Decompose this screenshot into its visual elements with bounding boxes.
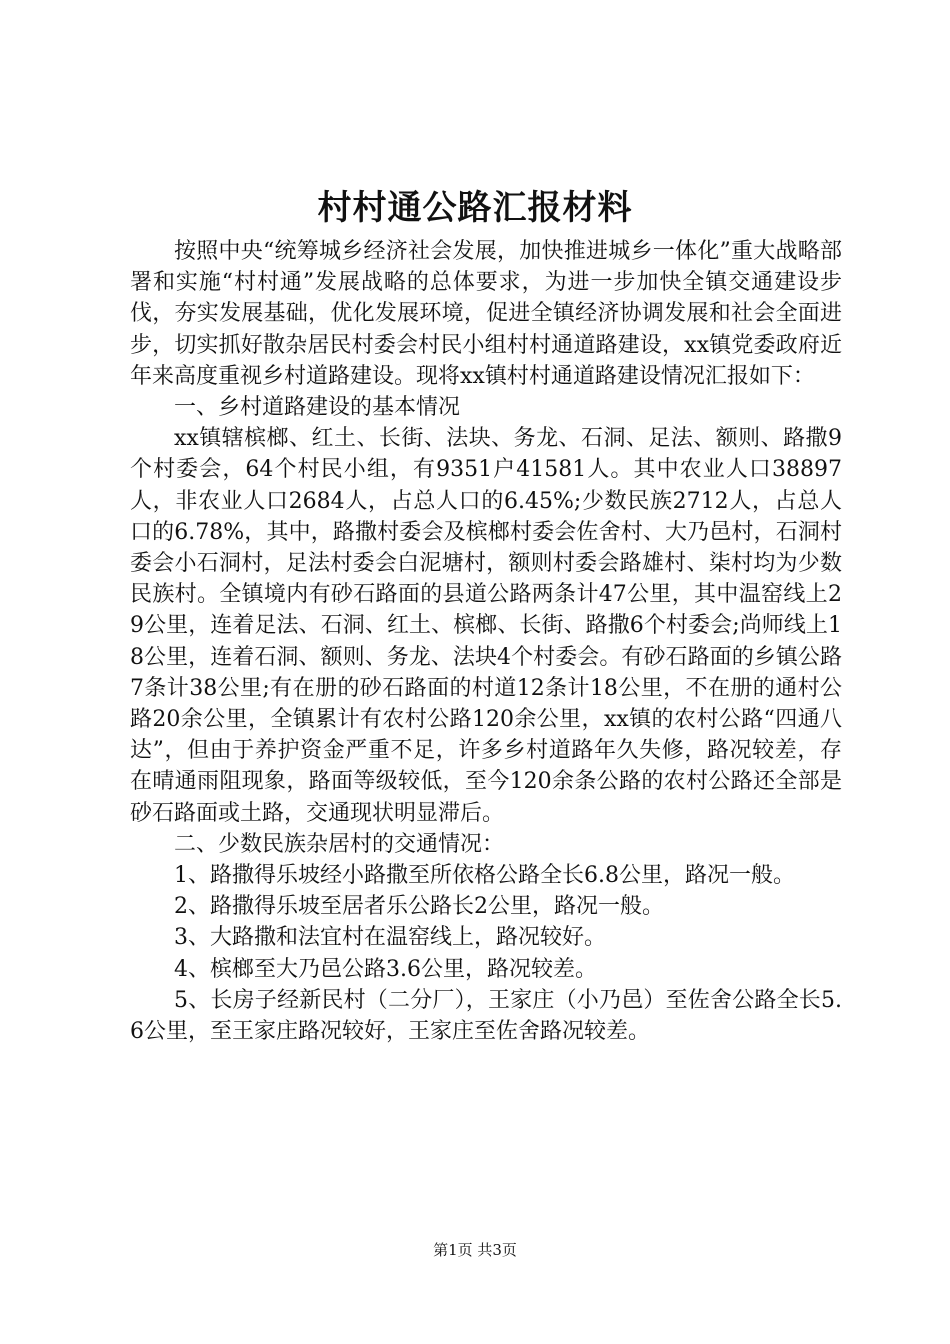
list-item-road-2: 2、路撒得乐坡至居者乐公路长2公里，路况一般。: [174, 894, 664, 920]
list-item-road-1: 1、路撒得乐坡经小路撒至所依格公路全长6.8公里，路况一般。: [174, 863, 795, 889]
section-heading-basic-situation: 一、乡村道路建设的基本情况: [174, 395, 461, 421]
document-title: 村村通公路汇报材料: [317, 188, 633, 228]
page-number-footer: 第1页 共3页: [433, 1241, 517, 1259]
paragraph-basic-situation: xx镇辖槟榔、红土、长街、法块、务龙、石洞、足法、额则、路撒9个村委会，64个村民小组，有9351户41581人。其中农业人口38897人，非农业人口2684人，占总人口的6.45%;少数民族2712人，占总人口的6.78%，其中，路撒村委会及槟榔村委会佐舍村、大乃邑村，石洞村委会小石洞村，足法村委会白泥塘村，额则村委会路雄村、柒村均为少数民族村。全镇境内有砂石路面的县道公路两条计47公里，其中温窑线上29公里，连着足法、石洞、红土、槟榔、长街、路撒6个村委会;尚师线上18公里，连着石洞、额则、务龙、法块4个村委会。有砂石路面的乡镇公路7条计38公里;有在册的砂石路面的村道12条计18公里，不在册的通村公路20余公里，全镇累计有农村公路120余公里，xx镇的农村公路“四通八达”，但由于养护资金严重不足，许多乡村道路年久失修，路况较差，存在晴通雨阻现象，路面等级较低，至今120余条公路的农村公路还全部是砂石路面或土路，交通现状明显滞后。: [130, 426, 842, 826]
list-item-road-4: 4、槟榔至大乃邑公路3.6公里，路况较差。: [174, 956, 597, 982]
section-heading-minority-villages: 二、少数民族杂居村的交通情况：: [174, 831, 505, 857]
list-item-road-5: 5、长房子经新民村（二分厂），王家庄（小乃邑）至佐舍公路全长5.6公里，至王家庄路况较好，王家庄至佐舍路况较差。: [130, 987, 842, 1045]
document-body: [130, 236, 842, 1047]
list-item-road-3: 3、大路撒和法宜村在温窑线上，路况较好。: [174, 925, 606, 951]
paragraph-intro: 按照中央“统筹城乡经济社会发展，加快推进城乡一体化”重大战略部署和实施“村村通”发展战略的总体要求，为进一步加快全镇交通建设步伐，夯实发展基础，优化发展环境，促进全镇经济协调发展和社会全面进步，切实抓好散杂居民村委会村民小组村村通道路建设，xx镇党委政府近年来高度重视乡村道路建设。现将xx镇村村通道路建设情况汇报如下：: [130, 239, 842, 389]
